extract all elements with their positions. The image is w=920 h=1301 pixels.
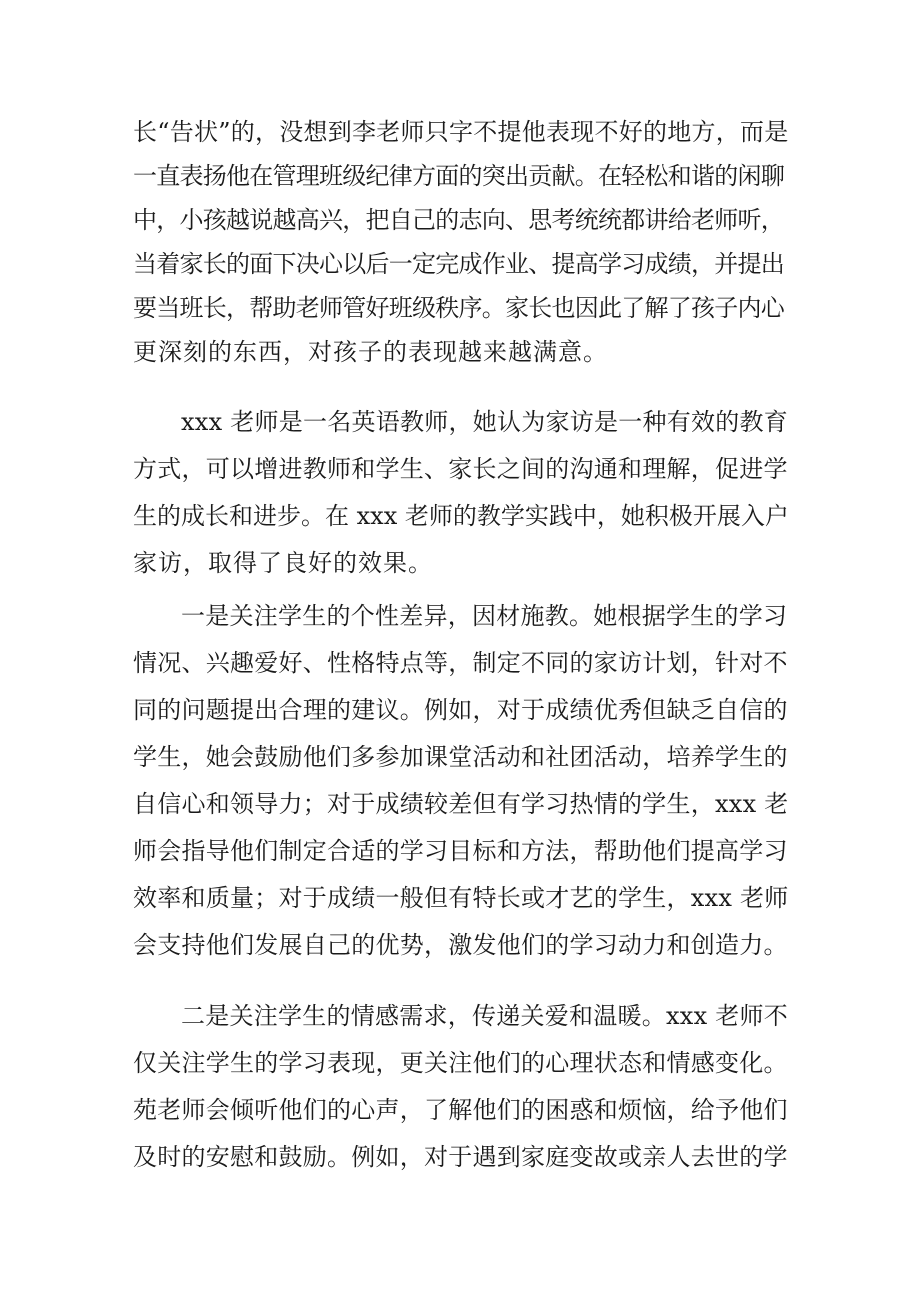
paragraph-line: 更深刻的东西，对孩子的表现越来越满意。 bbox=[133, 338, 608, 366]
paragraph-line: 苑老师会倾听他们的心声，了解他们的困惑和烦恼，给予他们 bbox=[133, 1096, 788, 1124]
paragraph-line: xxx 老师是一名英语教师，她认为家访是一种有效的教育 bbox=[181, 408, 788, 436]
paragraph-line: 学生，她会鼓励他们多参加课堂活动和社团活动，培养学生的 bbox=[133, 743, 788, 771]
paragraph-line: 自信心和领导力；对于成绩较差但有学习热情的学生，xxx 老 bbox=[133, 790, 789, 818]
paragraph-line: 要当班长，帮助老师管好班级秩序。家长也因此了解了孩子内心 bbox=[133, 294, 784, 322]
paragraph-line: 一直表扬他在管理班级纪律方面的突出贡献。在轻松和谐的闲聊 bbox=[133, 162, 784, 190]
paragraph-line: 一是关注学生的个性差异，因材施教。她根据学生的学习 bbox=[181, 602, 788, 630]
paragraph-line: 中，小孩越说越高兴，把自己的志向、思考统统都讲给老师听， bbox=[133, 206, 784, 234]
paragraph-line: 效率和质量；对于成绩一般但有特长或才艺的学生，xxx 老师 bbox=[133, 884, 789, 912]
paragraph-line: 及时的安慰和鼓励。例如，对于遇到家庭变故或亲人去世的学 bbox=[133, 1143, 788, 1171]
paragraph-line: 师会指导他们制定合适的学习目标和方法，帮助他们提高学习 bbox=[133, 837, 788, 865]
paragraph-line: 情况、兴趣爱好、性格特点等，制定不同的家访计划，针对不 bbox=[133, 649, 788, 677]
paragraph-line: 同的问题提出合理的建议。例如，对于成绩优秀但缺乏自信的 bbox=[133, 696, 788, 724]
paragraph-line: 当着家长的面下决心以后一定完成作业、提高学习成绩，并提出 bbox=[133, 250, 784, 278]
paragraph-line: 方式，可以增进教师和学生、家长之间的沟通和理解，促进学 bbox=[133, 455, 788, 483]
paragraph-line: 长“告状”的，没想到李老师只字不提他表现不好的地方，而是 bbox=[133, 118, 789, 146]
paragraph-line: 二是关注学生的情感需求，传递关爱和温暖。xxx 老师不 bbox=[181, 1002, 788, 1030]
paragraph-line: 仅关注学生的学习表现，更关注他们的心理状态和情感变化。 bbox=[133, 1049, 788, 1077]
paragraph-line: 生的成长和进步。在 xxx 老师的教学实践中，她积极开展入户 bbox=[133, 502, 789, 530]
paragraph-line: 会支持他们发展自己的优势，激发他们的学习动力和创造力。 bbox=[133, 931, 788, 959]
paragraph-line: 家访，取得了良好的效果。 bbox=[133, 549, 433, 577]
